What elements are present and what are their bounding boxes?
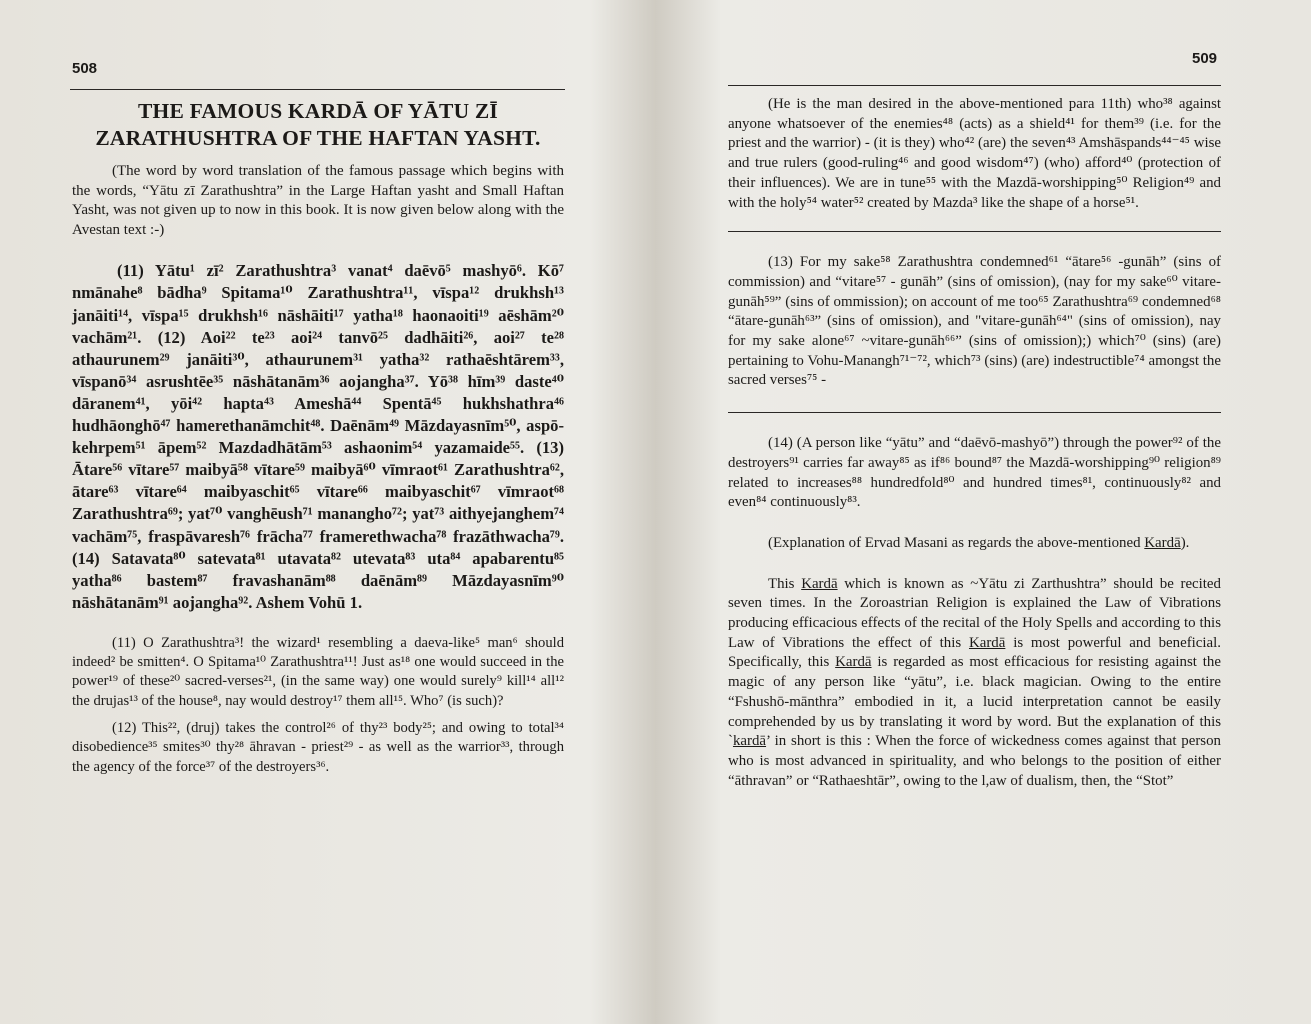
explanation-end: ). [1180,534,1190,551]
body-text: ’ in short is this : When the force of wickedness comes against that person who is most advanced in spirituality, and who belongs to the position of either “āthravan” or “Rathaeshtār”, owing to the l,aw of dualism, then, the “Stot” [728,733,1221,789]
body-text: is most powerful and beneficial. Specifically, this [728,634,1222,671]
explanation-heading [728,534,1221,554]
karda-term: Kardā [968,634,1006,651]
right-page [660,0,1311,1024]
body-text: is regarded as most efficacious for resisting against the magic of any person like “yātu”, i.e. black magician. Owing to the entire “Fshushō-mānthra” embodied in it, a lucid interpretation cannot be easily comprehended by us by translating it word by word. But the explanation of this ` [728,654,1221,750]
body-text: which is known as ~Yātu zi Zarthushtra” should be recited seven times. In the Zoroastrian Religion is explained the Law of Vibrations producing efficacious effects of the recital of the Holy Spells and according to this Law of Vibrations the effect of this [728,575,1221,651]
section-divider [728,231,1221,232]
page-number: 508 [72,60,98,77]
translation-paragraph-12: (12) This²², (druj) takes the control²⁶ of thy²³ body²⁵; and owing to total³⁴ disobedience³⁵ smites³⁰ thy²⁸ āhravan - priest²⁹ - as well as the warrior³³, through the agency of the force³⁷ of the destroyers³⁶. [72,720,564,775]
section-divider [728,412,1221,413]
left-column [72,98,564,785]
translation-paragraph-13: (13) For my sake⁵⁸ Zarathushtra condemned⁶¹ “ātare⁵⁶ -gunāh” (sins of commission) and “vitare⁵⁷ - gunāh” (sins of omission), (nay for my sake⁶⁰ vitare-gunāh⁵⁹” (sins of ommission); on account of me too⁶⁵ Zarathushtra⁶⁹ condemned⁶⁸ “ātare-gunāh⁶³” (sins of omission), and "vitare-gunāh⁶⁴" (sins of omission), nay for my sake alone⁶⁷ ~vitare-gunāh⁶⁶” (sins of omission);) which⁷⁰ (sins) (are) pertaining to Vohu-Manangh⁷¹⁻⁷², which⁷³ (sins) (are) indestructible⁷⁴ amongst the sacred verses⁷⁵ - [728,254,1221,389]
header-rule [70,89,565,90]
left-page [0,0,650,1024]
header-rule [728,85,1221,86]
right-column [728,95,1221,812]
translation-paragraph-continued: (He is the man desired in the above-mentioned para 11th) who³⁸ against anyone whatsoever of the enemies⁴⁸ (acts) as a shield⁴¹ for them³⁹ (i.e. for the priest and the warrior) - (it is they) who⁴² (are) the seven⁴³ Amshāspands⁴⁴⁻⁴⁵ wise and true rulers (good-ruling⁴⁶ and good wisdom⁴⁷) (who) afford⁴⁰ (protection of their influences). We are in tune⁵⁵ with the Mazdā-worshipping⁵⁰ Religion⁴⁹ and with the holy⁵⁴ water⁵² created by Mazda³ like the shape of a horse⁵¹. [728,96,1221,211]
translation-paragraph-11: (11) O Zarathushtra³! the wizard¹ resembling a daeva-like⁵ man⁶ should indeed² be smitten⁴. O Spitama¹⁰ Zarathushtra¹¹! Just as¹⁸ one would succeed in the power¹⁹ of these²⁰ sacred-verses²¹, (in the same way) one would surely⁹ kill¹⁴ all¹² the drujas¹³ of the house⁸, nay would destroy¹⁷ them all¹⁵. Who⁷ (is such)? [72,634,564,709]
karda-term: Kardā [801,575,838,592]
avestan-text: (11) Yātu¹ zī² Zarathushtra³ vanat⁴ daēvō⁵ mashyō⁶. Kō⁷ nmānahe⁸ bādha⁹ Spitama¹⁰ Zarathushtra¹¹, vīspa¹² drukhsh¹³ janāiti¹⁴, vīspa¹⁵ drukhsh¹⁶ nāshāiti¹⁷ yatha¹⁸ haonaoiti¹⁹ aēshām²⁰ vachām²¹. (12) Aoi²² te²³ aoi²⁴ tanvō²⁵ dadhāiti²⁶, aoi²⁷ te²⁸ athaurunem²⁹ janāiti³⁰, athaurunem³¹ yatha³² rathaēshtārem³³, vīspanō³⁴ asrushtēe³⁵ nāshātanām³⁶ aojangha³⁷. Yō³⁸ hīm³⁹ daste⁴⁰ dāranem⁴¹, yōi⁴² hapta⁴³ Ameshā⁴⁴ Spentā⁴⁵ hukhshathra⁴⁶ hudhāonghō⁴⁷ hamerethanāmchit⁴⁸. Daēnām⁴⁹ Māzdayasnīm⁵⁰, aspō-kehrpem⁵¹ āpem⁵² Mazdadhātām⁵³ ashaonim⁵⁴ yazamaide⁵⁵. (13) Ātare⁵⁶ vītare⁵⁷ maibyā⁵⁸ vītare⁵⁹ maibyā⁶⁰ vīmraot⁶¹ Zarathushtra⁶², ātare⁶³ vītare⁶⁴ maibyaschit⁶⁵ vītare⁶⁶ maibyaschit⁶⁷ vīmraot⁶⁸ Zarathushtra⁶⁹; yat⁷⁰ vanghēush⁷¹ manangho⁷²; yat⁷³ aithyejanghem⁷⁴ vachām⁷⁵, fraspāvaresh⁷⁶ frācha⁷⁷ framerethwacha⁷⁸ frazāthwacha⁷⁹. (14) Satavata⁸⁰ satevata⁸¹ utavata⁸² utevata⁸³ uta⁸⁴ apabarentu⁸⁵ yatha⁸⁶ bastem⁸⁷ fravashanām⁸⁸ daēnām⁸⁹ Māzdayasnīm⁹⁰ nāshātanām⁹¹ aojangha⁹². Ashem Vohū 1. [72,261,564,612]
translation-paragraph-14: (14) (A person like “yātu” and “daēvō-mashyō”) through the power⁹² of the destroyers⁹¹ carries far away⁸⁵ as if⁸⁶ bound⁸⁷ the Mazdā-worshipping⁹⁰ religion⁸⁹ related to increases⁸⁸ hundredfold⁸⁰ and hundred times⁸¹, continuously⁸² and even⁸⁴ continuously⁸³. [728,435,1221,511]
karda-term: kardā [732,733,767,750]
explanation-body [728,575,1221,792]
karda-term: Kardā [835,654,872,671]
intro-note: (The word by word translation of the famous passage which begins with the words, “Yātu zī Zarathushtra” in the Large Haftan yasht and Small Haftan Yasht, was not given up to now in this book. It is now given below along with the Avestan text :-) [72,163,564,238]
body-text: This [768,575,795,592]
karda-term: Kardā [1144,534,1181,551]
page-number: 509 [1192,50,1218,67]
explanation-lead: (Explanation of Ervad Masani as regards the above-mentioned [768,534,1141,551]
chapter-title: THE FAMOUS KARDĀ OF YĀTU ZĪ ZARATHUSHTRA OF THE HAFTAN YASHT. [95,99,541,150]
